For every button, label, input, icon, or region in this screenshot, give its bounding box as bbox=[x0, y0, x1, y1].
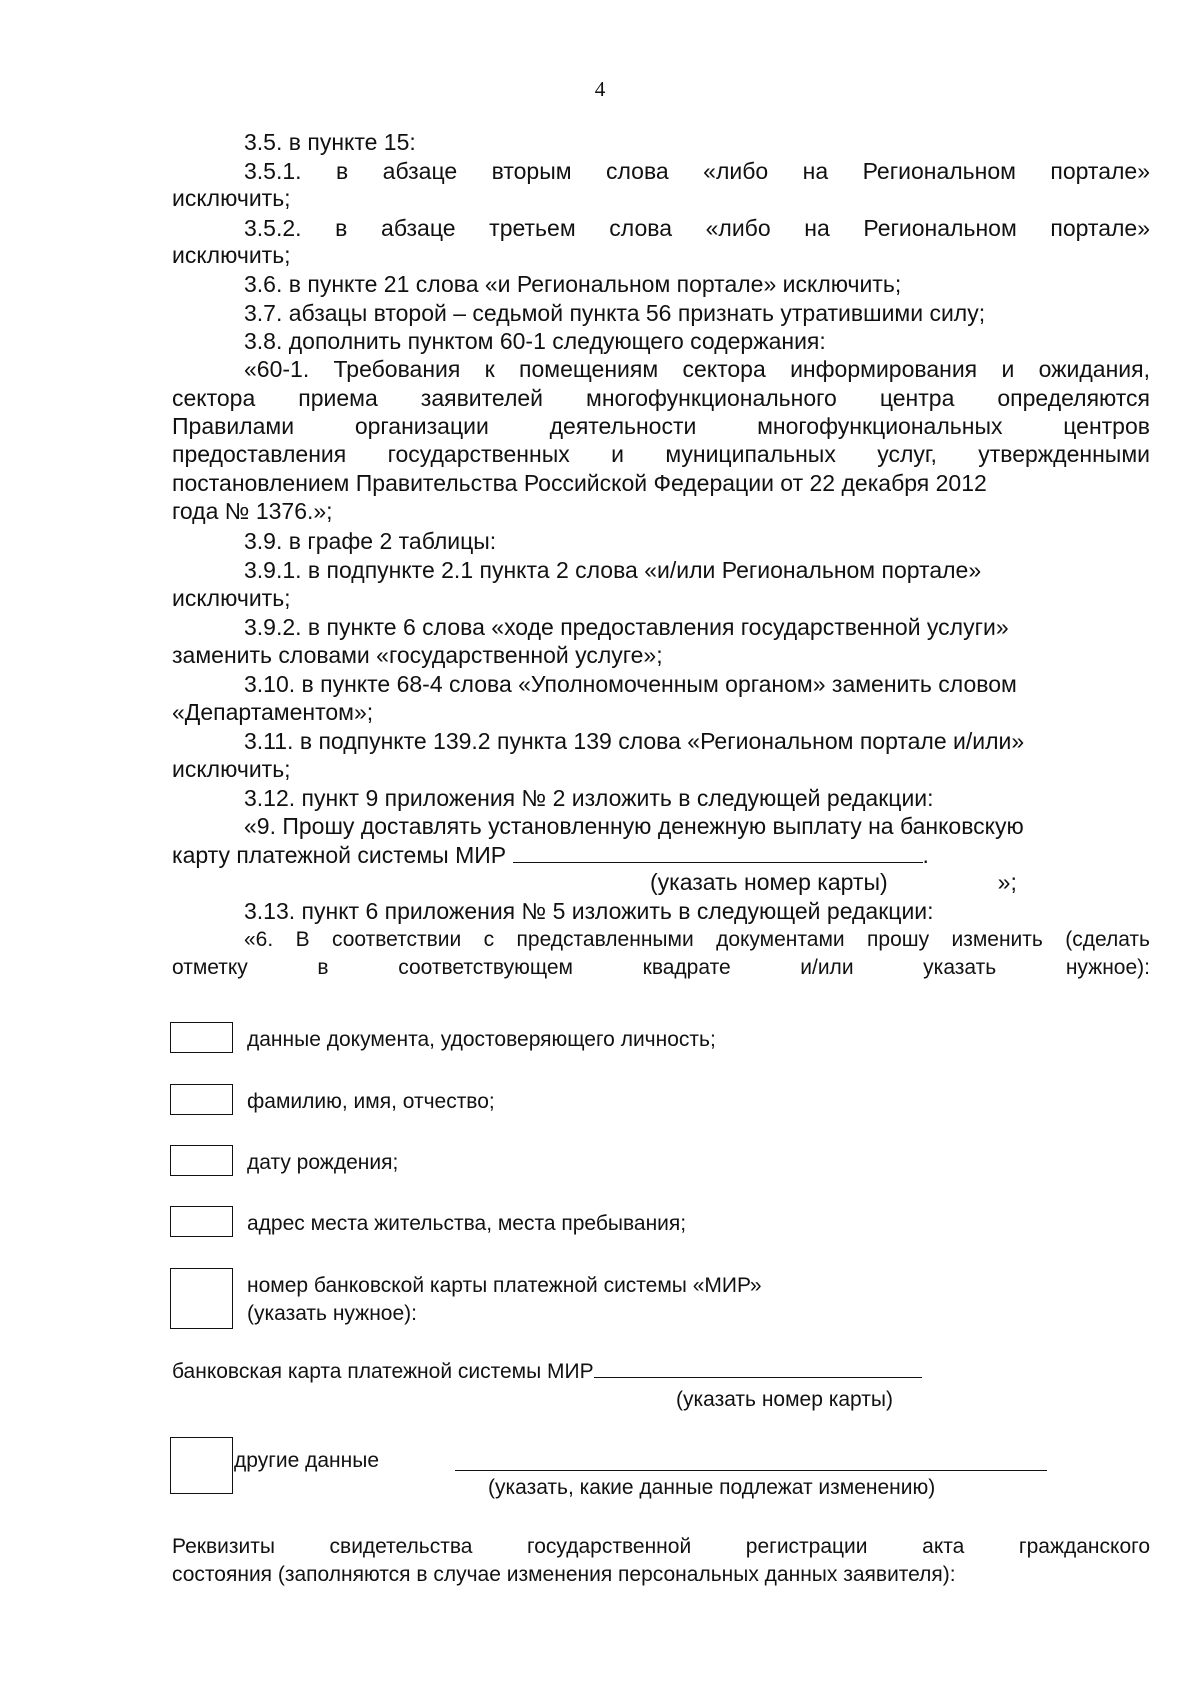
item-6-text: «6. В соответствии с представленными документами прошу изменить (сделать bbox=[244, 928, 1150, 951]
bank-card-line bbox=[172, 1357, 922, 1386]
item-3-10-cont: «Департаментом»; bbox=[172, 699, 374, 725]
checkbox-full-name[interactable] bbox=[170, 1084, 233, 1115]
option-other-data: другие данные bbox=[234, 1449, 380, 1472]
item-3-13: 3.13. пункт 6 приложения № 5 изложить в следующей редакции: bbox=[244, 898, 934, 924]
item-9-card-label: карту платежной системы МИР bbox=[172, 842, 507, 868]
item-6-text-cont: отметку в соответствующем квадрате и/или указать нужное): bbox=[172, 956, 1150, 979]
checkbox-other-data[interactable] bbox=[170, 1437, 233, 1494]
bank-card-label: банковская карта платежной системы МИР bbox=[172, 1360, 594, 1383]
card-number-hint: (указать номер карты) bbox=[650, 869, 888, 895]
requisites-line: Реквизиты свидетельства государственной регистрации акта гражданского bbox=[172, 1535, 1150, 1558]
paragraph-60-1-line: «60-1. Требования к помещениям сектора информирования и ожидания, bbox=[244, 356, 1150, 382]
bank-card-number-blank[interactable] bbox=[594, 1357, 922, 1378]
item-3-5: 3.5. в пункте 15: bbox=[244, 129, 416, 155]
item-3-7: 3.7. абзацы второй – седьмой пункта 56 признать утратившими силу; bbox=[244, 300, 986, 326]
requisites-line: состояния (заполняются в случае изменения персональных данных заявителя): bbox=[172, 1563, 956, 1586]
item-3-9: 3.9. в графе 2 таблицы: bbox=[244, 528, 497, 554]
item-3-5-2-cont: исключить; bbox=[172, 242, 291, 268]
item-3-11: 3.11. в подпункте 139.2 пункта 139 слова «Региональном портале и/или» bbox=[244, 728, 1025, 754]
item-3-5-2: 3.5.2. в абзаце третьем слова «либо на Региональном портале» bbox=[244, 215, 1150, 241]
option-bank-card-hint: (указать нужное): bbox=[247, 1302, 417, 1325]
item-9-card-line bbox=[172, 841, 929, 869]
item-3-11-cont: исключить; bbox=[172, 756, 291, 782]
item-3-12: 3.12. пункт 9 приложения № 2 изложить в следующей редакции: bbox=[244, 785, 934, 811]
card-number-hint-line bbox=[650, 868, 1017, 896]
option-address: адрес места жительства, места пребывания; bbox=[247, 1212, 687, 1235]
item-3-8: 3.8. дополнить пунктом 60-1 следующего содержания: bbox=[244, 328, 826, 354]
item-9-card-end: . bbox=[922, 842, 929, 868]
other-data-blank[interactable] bbox=[455, 1470, 1047, 1471]
item-3-5-1-cont: исключить; bbox=[172, 185, 291, 211]
item-3-10: 3.10. в пункте 68-4 слова «Уполномоченным органом» заменить словом bbox=[244, 671, 1017, 697]
option-bank-card: номер банковской карты платежной системы «МИР» bbox=[247, 1274, 762, 1297]
bank-card-hint: (указать номер карты) bbox=[676, 1388, 893, 1411]
option-birth-date: дату рождения; bbox=[247, 1151, 399, 1174]
checkbox-address[interactable] bbox=[170, 1206, 233, 1237]
item-3-9-1: 3.9.1. в подпункте 2.1 пункта 2 слова «и/или Региональном портале» bbox=[244, 557, 982, 583]
checkbox-birth-date[interactable] bbox=[170, 1145, 233, 1176]
checkbox-identity-document[interactable] bbox=[170, 1022, 233, 1053]
paragraph-60-1-line: Правилами организации деятельности многофункциональных центров bbox=[172, 413, 1150, 439]
item-9-text: «9. Прошу доставлять установленную денежную выплату на банковскую bbox=[244, 813, 1024, 839]
closing-quote: »; bbox=[997, 869, 1017, 895]
other-data-hint: (указать, какие данные подлежат изменению) bbox=[488, 1476, 936, 1499]
page-number: 4 bbox=[594, 77, 606, 101]
item-3-6: 3.6. в пункте 21 слова «и Региональном портале» исключить; bbox=[244, 271, 902, 297]
item-3-9-1-cont: исключить; bbox=[172, 585, 291, 611]
item-3-9-2-cont: заменить словами «государственной услуге»; bbox=[172, 642, 663, 668]
option-identity-document: данные документа, удостоверяющего личность; bbox=[247, 1028, 716, 1051]
item-3-9-2: 3.9.2. в пункте 6 слова «ходе предоставления государственной услуги» bbox=[244, 614, 1009, 640]
checkbox-bank-card[interactable] bbox=[170, 1268, 233, 1329]
option-full-name: фамилию, имя, отчество; bbox=[247, 1090, 495, 1113]
paragraph-60-1-line: постановлением Правительства Российской Федерации от 22 декабря 2012 bbox=[172, 470, 987, 496]
paragraph-60-1-line: сектора приема заявителей многофункционального центра определяются bbox=[172, 385, 1150, 411]
paragraph-60-1-line: года № 1376.»; bbox=[172, 498, 333, 524]
paragraph-60-1-line: предоставления государственных и муниципальных услуг, утвержденными bbox=[172, 441, 1150, 467]
card-number-blank[interactable] bbox=[513, 842, 923, 863]
item-3-5-1: 3.5.1. в абзаце вторым слова «либо на Региональном портале» bbox=[244, 158, 1150, 184]
